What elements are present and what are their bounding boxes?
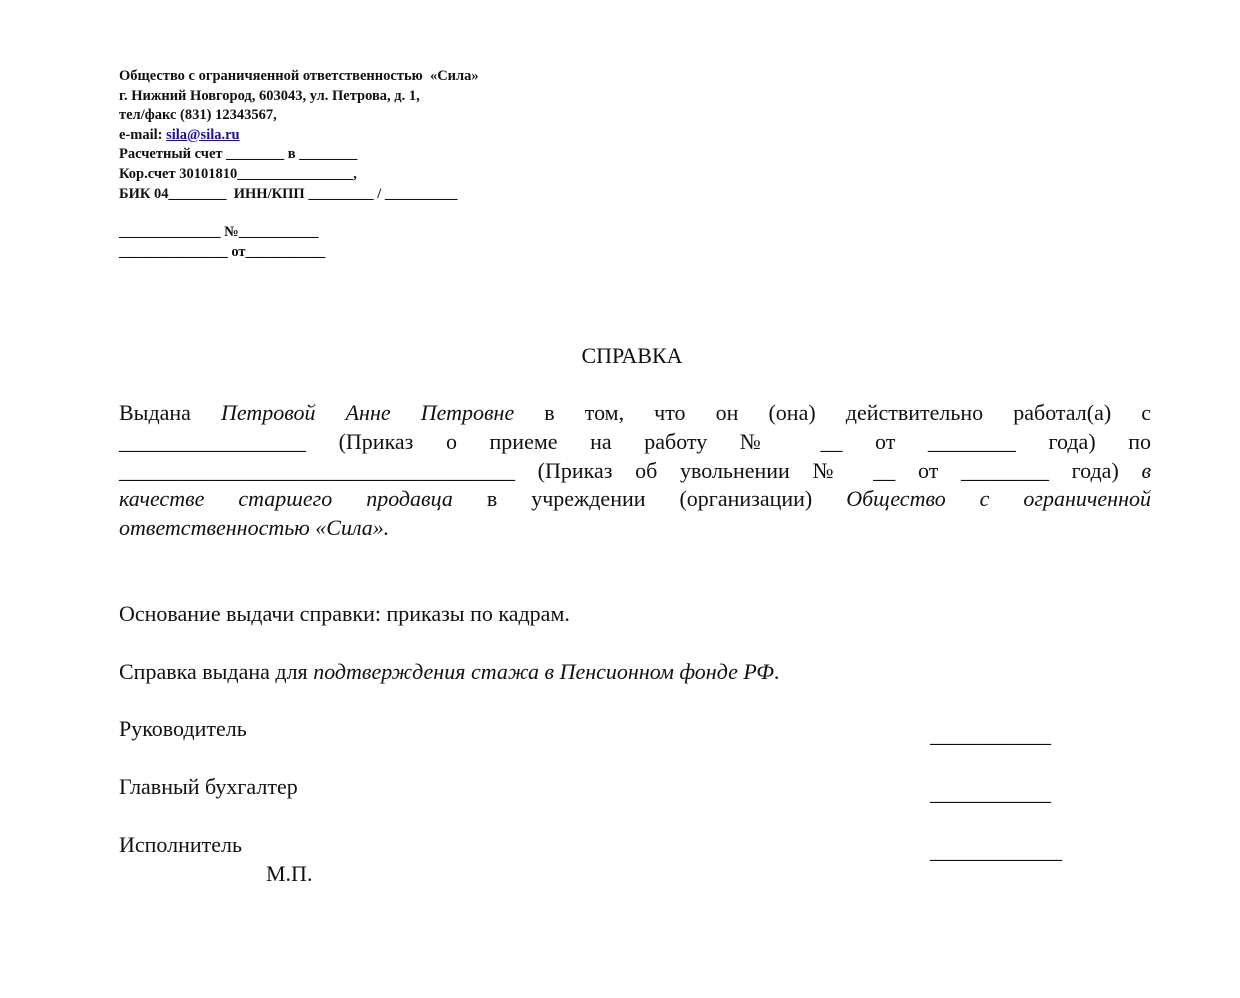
bank-account: Расчетный счет ________ в ________ — [119, 146, 358, 163]
body-text: ____________________________________ (Приказ об увольнении № __ от ________ года) — [119, 457, 1119, 483]
bik-inn: БИК 04________ ИНН/КПП _________ / __________ — [119, 185, 458, 202]
employee-name: Петровой Анне Петровне — [221, 400, 515, 425]
basis-text: Основание выдачи справки: приказы по кадрам. — [119, 601, 570, 626]
letterhead — [119, 67, 479, 262]
purpose-label: Справка выдана для — [119, 659, 314, 684]
body-line-2 — [119, 428, 1151, 457]
reg-number: ______________ №___________ — [119, 224, 319, 241]
position-title: качестве старшего продавца — [119, 486, 453, 512]
head-signature-line[interactable]: ___________ — [930, 722, 1051, 747]
issued-to-label: Выдана — [119, 400, 191, 425]
document-title: СПРАВКА — [581, 343, 683, 368]
org-address: г. Нижний Новгород, 603043, ул. Петрова, д. 1, — [119, 87, 420, 104]
body-text: _________________ (Приказ о приеме на работу № __ от ________ года) по — [119, 428, 1151, 454]
org-phone: тел/факс (831) 12343567, — [119, 107, 277, 124]
email-link[interactable]: sila@sila.ru — [166, 126, 240, 143]
org-email-row — [119, 126, 479, 146]
accountant-label: Главный бухгалтер — [119, 774, 298, 799]
executor-signature-line[interactable]: ____________ — [930, 838, 1062, 863]
purpose-period: . — [773, 659, 780, 684]
body-text-italic: в — [1141, 457, 1152, 483]
body-text: в том, что он (она) действительно работал(а) с — [544, 400, 1152, 425]
purpose-value: подтверждения стажа в Пенсионном фонде РФ — [313, 659, 774, 684]
accountant-signature-line[interactable]: ___________ — [930, 780, 1051, 805]
reg-date: _______________ от___________ — [119, 243, 326, 260]
certificate-body — [119, 399, 1151, 543]
purpose-text — [119, 658, 779, 686]
organization-name-end: ответственностью «Сила». — [119, 515, 390, 541]
corr-account: Кор.счет 30101810________________, — [119, 165, 357, 182]
org-name: Общество с ограничяенной ответственностью «Сила» — [119, 68, 479, 84]
body-line-1 — [119, 399, 1151, 428]
body-line-4 — [119, 485, 1151, 514]
stamp-place: М.П. — [266, 861, 313, 886]
email-label: e-mail: — [119, 126, 167, 143]
body-text: в учреждении (организации) — [486, 486, 813, 512]
body-line-5 — [119, 514, 1151, 543]
organization-name: Общество с ограниченной — [846, 486, 1151, 512]
executor-label: Исполнитель — [119, 832, 243, 857]
head-label: Руководитель — [119, 716, 247, 741]
registration-block — [119, 223, 479, 262]
body-line-3 — [119, 457, 1151, 486]
